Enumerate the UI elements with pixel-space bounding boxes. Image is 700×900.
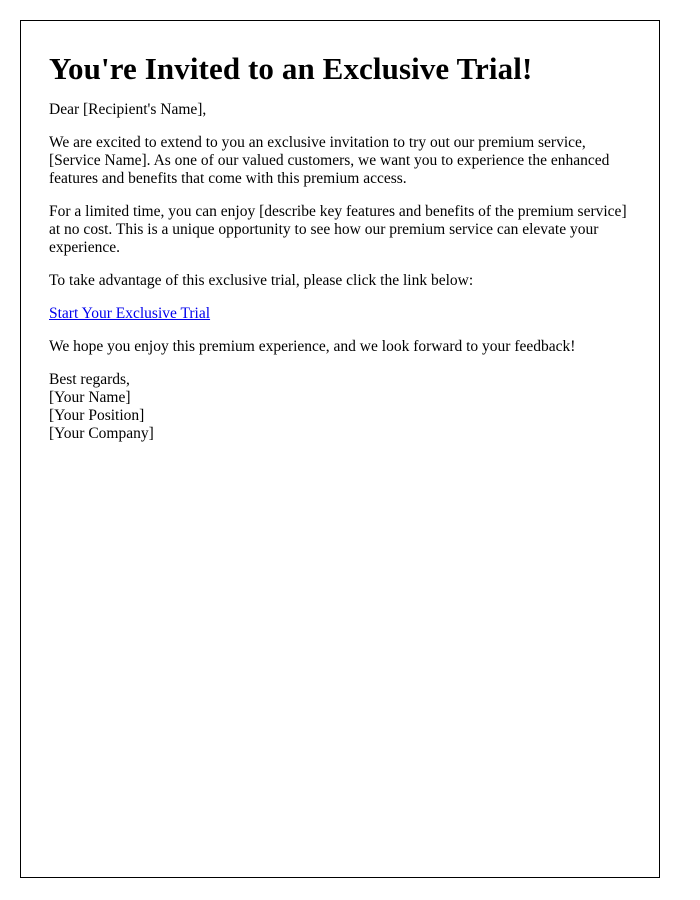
closing-line: Best regards, <box>49 371 130 388</box>
closing-paragraph: We hope you enjoy this premium experience, and we look forward to your feedback! <box>49 338 576 355</box>
signature-name: [Your Name] <box>49 389 131 406</box>
offer-paragraph: For a limited time, you can enjoy [describe key features and benefits of the premium service] at no cost. This is a unique opportunity to see how our premium service can elevate your experience. <box>49 203 627 256</box>
signature-company: [Your Company] <box>49 425 154 442</box>
signature-position: [Your Position] <box>49 407 145 424</box>
instruction-paragraph: To take advantage of this exclusive trial, please click the link below: <box>49 272 474 289</box>
intro-paragraph: We are excited to extend to you an exclusive invitation to try out our premium service, [Service Name]. As one of our valued customers, we want you to experience the enhanced features and benefits that come with this premium access. <box>49 134 610 187</box>
cta-paragraph <box>49 305 631 323</box>
signature-block <box>49 371 631 443</box>
letter-title: You're Invited to an Exclusive Trial! <box>49 51 533 86</box>
greeting: Dear [Recipient's Name], <box>49 101 207 118</box>
start-trial-link[interactable]: Start Your Exclusive Trial <box>49 305 211 322</box>
letter-container <box>20 20 660 878</box>
